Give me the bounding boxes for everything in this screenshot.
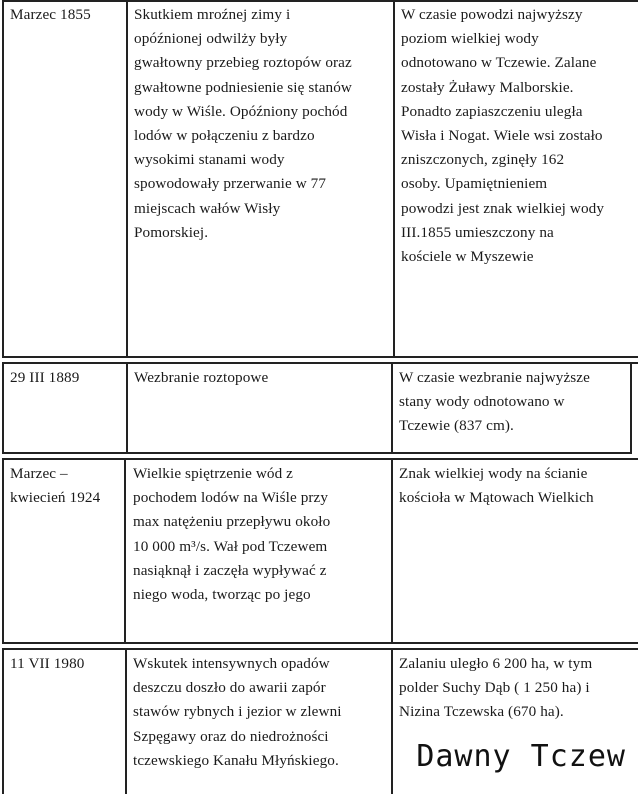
row-border — [2, 356, 638, 358]
column-border — [391, 362, 393, 454]
column-border — [2, 458, 4, 644]
row-1924-cause: Wielkie spiętrzenie wód z pochodem lodów na Wiśle przy max natężeniu przepływu około 10 000 m³/s. Wał pod Tczewem nasiąknął i zaczęła wypływać z niego woda, tworząc po jego — [133, 465, 331, 604]
column-border — [125, 648, 127, 794]
row-border — [2, 642, 638, 644]
row-1924-date: Marzec – kwiecień 1924 — [10, 465, 101, 507]
column-border — [391, 458, 393, 644]
column-border — [126, 0, 128, 356]
column-border — [630, 362, 632, 454]
row-border — [2, 0, 638, 2]
watermark-text: Dawny Tczew — [416, 739, 626, 774]
row-1889-effect: W czasie wezbranie najwyższe stany wody odnotowano w Tczewie (837 cm). — [399, 369, 590, 435]
row-border — [2, 452, 632, 454]
row-1889-cause: Wezbranie roztopowe — [134, 369, 269, 386]
row-1855-cause: Skutkiem mroźnej zimy i opóźnionej odwilży były gwałtowny przebieg roztopów oraz gwałtowne podniesienie się stanów wody w Wiśle. Opóźniony pochód lodów w połączeniu z bardzo wysokimi stanami wody spowodowały przerwanie w 77 miejscach wałów Wisły Pomorskiej. — [134, 6, 352, 241]
row-1889-date: 29 III 1889 — [10, 369, 80, 386]
row-1855-effect: W czasie powodzi najwyższy poziom wielkiej wody odnotowano w Tczewie. Zalane zostały Żuławy Malborskie. Ponadto zapiaszczeniu uległa Wisła i Nogat. Wiele wsi zostało zniszczonych, zginęły 162 osoby. Upamiętnieniem powodzi jest znak wielkiej wody III.1855 umieszczony na kościele w Myszewie — [401, 6, 605, 266]
row-border — [2, 362, 638, 364]
row-1924-effect: Znak wielkiej wody na ścianie kościoła w Mątowach Wielkich — [399, 465, 594, 507]
column-border — [2, 362, 4, 454]
row-border — [2, 458, 638, 460]
row-1855-date: Marzec 1855 — [10, 6, 91, 23]
row-1980-effect: Zalaniu uległo 6 200 ha, w tym polder Suchy Dąb ( 1 250 ha) i Nizina Tczewska (670 ha). — [399, 655, 593, 721]
column-border — [2, 0, 4, 356]
row-1980-date: 11 VII 1980 — [10, 655, 85, 672]
row-1980-cause: Wskutek intensywnych opadów deszczu doszło do awarii zapór stawów rybnych i jezior w zlewni Szpęgawy oraz do niedrożności tczewskiego Kanału Młyńskiego. — [133, 655, 342, 769]
column-border — [126, 362, 128, 454]
row-border — [2, 648, 638, 650]
column-border — [2, 648, 4, 794]
column-border — [391, 648, 393, 794]
column-border — [124, 458, 126, 644]
column-border — [393, 0, 395, 356]
